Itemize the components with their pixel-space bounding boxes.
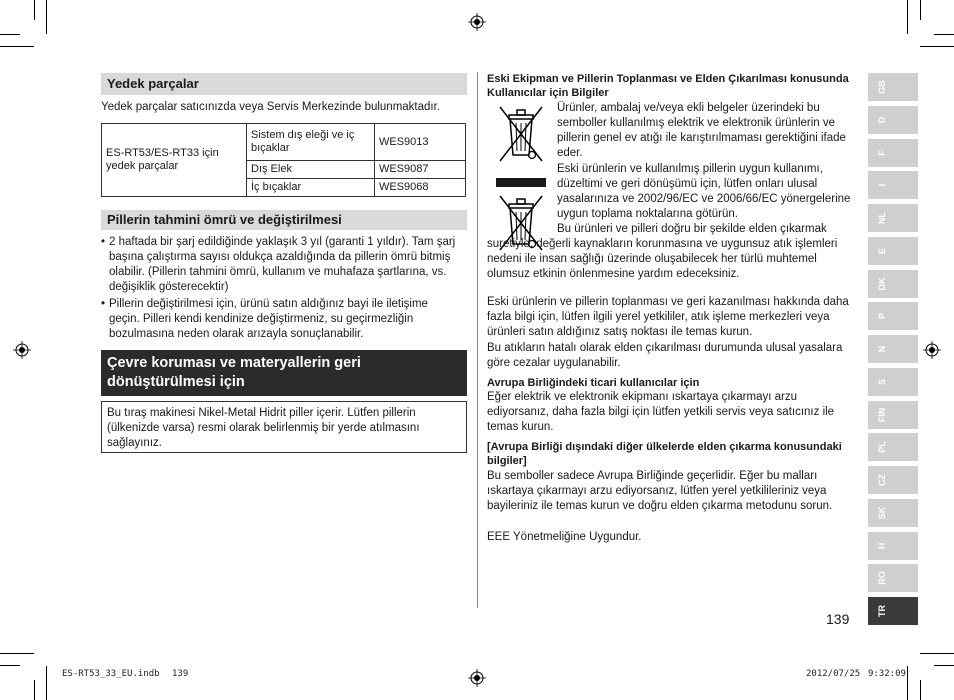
tab-lang-p[interactable]: P [868, 302, 918, 330]
disposal-paragraph: Ürünler, ambalaj ve/veya ekli belgeler üzerindeki bu semboller kullanılmış elektrik ve elektronik ürünlerin ve pillerin genel ev atığı ile karıştırılmaması gerektiğini ifade eder. [557, 102, 846, 159]
crop-mark [907, 0, 908, 34]
crop-mark [920, 680, 921, 700]
spare-parts-table [101, 123, 466, 197]
list-item: • 2 haftada bir şarj edildiğinde yaklaşık 3 yıl (garanti 1 yıldır). Tam şarj başına çalıştırma sayısı oldukça azaldığında da pillerin ömrü bitmiş olabilir. (Pillerin tahmini ömrü, kullanım ve muhafaza şartlarına, vs. değişiklik gösterecektir) [101, 235, 461, 295]
environment-text: Bu tıraş makinesi Nikel-Metal Hidrit piller içerir. Lütfen pillerin (ülkenizde varsa) resmi olarak belirlenmiş bir yerde atılmasını sağlayınız. [101, 401, 467, 453]
crop-mark [46, 0, 47, 34]
section-heading-spare-parts: Yedek parçalar [101, 73, 467, 95]
footer-filename: ES-RT53_33_EU.indb [62, 669, 160, 679]
crop-mark [934, 34, 954, 35]
disposal-paragraph: Bu atıkların hatalı olarak elden çıkarılması durumunda ulusal yasalara göre cezalar uygulanabilir. [487, 342, 843, 369]
registration-mark-icon [468, 669, 486, 687]
tab-lang-f[interactable]: F [868, 139, 918, 167]
registration-mark-icon [923, 341, 941, 359]
tab-lang-d[interactable]: D [868, 106, 918, 134]
tab-lang-fin[interactable]: FIN [868, 401, 918, 429]
footer-page: 139 [172, 669, 189, 679]
tab-lang-sk[interactable]: SK [868, 499, 918, 527]
tab-lang-gb[interactable]: GB [868, 73, 918, 101]
crop-mark [0, 653, 34, 654]
list-item: • Pillerin değiştirilmesi için, ürünü satın aldığınız bayi ile iletişime geçin. Pilleri kendi kendinize değiştirmeniz, su geçirmezliğin bozulmasına neden olarak arızayla sonuçlanabilir. [101, 297, 461, 342]
disposal-paragraph: Bu ürünleri ve pilleri doğru bir şekilde elden çıkarmak suretiyle, değerli kaynakların korunmasına ve uygunsuz atık işlemleri nedeni ile insan sağlığı üzerinde oluşabilecek her türlü muhtemel olumsuz etkinin önlenmesine yardım edeceksiniz. [487, 223, 838, 280]
model-cell: ES-RT53/ES-RT33 için yedek parçalar [102, 124, 247, 197]
registration-mark-icon [468, 13, 486, 31]
tab-lang-h[interactable]: H [868, 532, 918, 560]
tab-lang-n[interactable]: N [868, 335, 918, 363]
part-code-cell: WES9013 [375, 124, 466, 161]
part-name-cell: Sistem dış eleği ve iç bıçaklar [247, 124, 375, 161]
part-code-cell: WES9087 [375, 161, 466, 179]
page-number: 139 [826, 611, 850, 627]
part-code-cell: WES9068 [375, 179, 466, 197]
part-name-cell: Dış Elek [247, 161, 375, 179]
table-row [102, 124, 466, 161]
non-eu-heading: [Avrupa Birliği dışındaki diğer ülkelerde elden çıkarma konusundaki bilgiler] [487, 441, 842, 467]
crop-mark [34, 680, 35, 700]
crop-mark [0, 665, 20, 666]
tab-lang-cz[interactable]: CZ [868, 466, 918, 494]
crop-mark [920, 0, 921, 20]
disposal-paragraph: Eski ürünlerin ve pillerin toplanması ve geri kazanılması hakkında daha fazla bilgi için, lütfen ilgili yerel yetkililer, atık işleme merkezleri veya ürünleri satın aldığınız satış noktası ile temas kurun. [487, 296, 849, 338]
crossed-bin-icon [494, 103, 548, 165]
tab-lang-e[interactable]: E [868, 237, 918, 265]
crop-mark [920, 46, 954, 47]
tab-lang-nl[interactable]: NL [868, 204, 918, 232]
tab-lang-tr[interactable]: TR [868, 597, 918, 625]
tab-lang-ro[interactable]: RO [868, 564, 918, 592]
bar-symbol [496, 178, 546, 187]
crop-mark [46, 666, 47, 700]
crop-mark [907, 666, 908, 700]
battery-life-list [101, 235, 461, 344]
section-heading-battery-life: Pillerin tahmini ömrü ve değiştirilmesi [101, 210, 467, 230]
tab-lang-s[interactable]: S [868, 368, 918, 396]
crop-mark [934, 665, 954, 666]
part-name-cell: İç bıçaklar [247, 179, 375, 197]
tab-lang-pl[interactable]: PL [868, 433, 918, 461]
disposal-paragraph: Eski ürünlerin ve kullanılmış pillerin uygun kullanımı, düzeltimi ve geri dönüşümü için, lütfen onları ulusal yasalarınıza ve 2002/96/EC ve 2006/66/EC yönergelerine uygun toplama noktalarına götürün. [557, 163, 851, 220]
crop-mark [0, 34, 20, 35]
crop-mark [920, 653, 954, 654]
crop-mark [0, 46, 34, 47]
eu-users-heading: Avrupa Birliğindeki ticari kullanıcılar için [487, 377, 700, 389]
tab-lang-i[interactable]: I [868, 171, 918, 199]
registration-mark-icon [13, 341, 31, 359]
tab-lang-dk[interactable]: DK [868, 270, 918, 298]
crop-mark [34, 0, 35, 20]
non-eu-text: Bu semboller sadece Avrupa Birliğinde geçerlidir. Eğer bu malları ıskartaya çıkarmayı arzu ediyorsanız, lütfen yerel yetkilileriniz veya bayileriniz ile temas kurun ve doğru elden çıkarma metodunu sorun. [487, 470, 833, 512]
section-heading-environment: Çevre koruması ve materyallerin geri dönüştürülmesi için [101, 350, 467, 396]
eee-compliance: EEE Yönetmeliğine Uygundur. [487, 531, 642, 543]
footer-time: 9:32:09 [868, 669, 906, 679]
disposal-heading: Eski Ekipman ve Pillerin Toplanması ve Elden Çıkarılması konusunda Kullanıcılar için Bilgiler [487, 73, 849, 99]
column-divider [477, 72, 478, 608]
eu-users-text: Eğer elektrik ve elektronik ekipmanı ıskartaya çıkarmayı arzu ediyorsanız, daha fazla bilgi için lütfen yetkili servis veya satıcınız ile temas kurun. [487, 391, 835, 433]
footer-date: 2012/07/25 [806, 669, 861, 679]
spare-parts-intro: Yedek parçalar satıcınızda veya Servis Merkezinde bulunmaktadır. [101, 101, 441, 113]
